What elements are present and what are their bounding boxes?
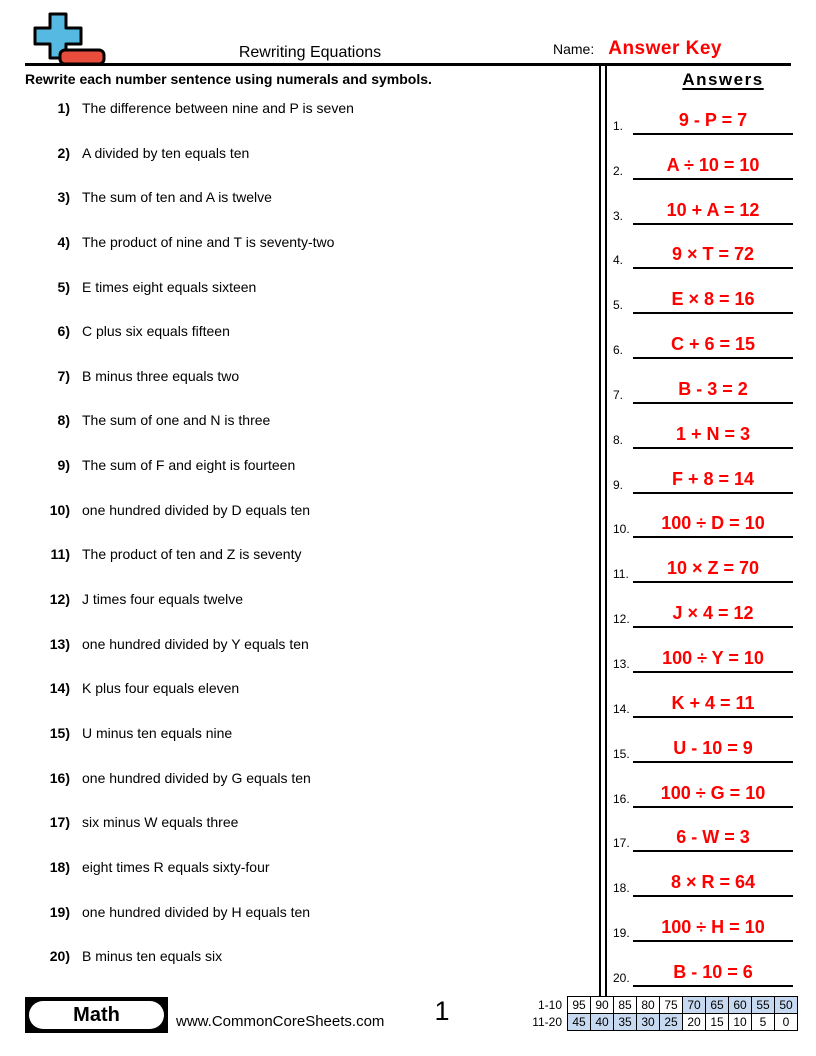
question-number: 13) <box>49 635 70 652</box>
answer-number: 15. <box>613 746 630 761</box>
name-value: Answer Key <box>608 38 723 59</box>
answer-text: A ÷ 10 = 10 <box>666 154 760 175</box>
question-number: 15) <box>49 724 70 741</box>
answer-text: 9 - P = 7 <box>678 109 748 130</box>
question-number: 18) <box>49 858 70 875</box>
question-number: 2) <box>57 144 70 161</box>
question-number: 4) <box>57 233 70 250</box>
score-cell: 25 <box>660 1014 683 1031</box>
answer-number: 11. <box>613 567 629 582</box>
answer-line <box>633 872 793 897</box>
answer-text: B - 10 = 6 <box>673 961 753 982</box>
question-number: 12) <box>49 591 70 608</box>
answer-row <box>607 944 793 989</box>
score-cell: 20 <box>683 1014 706 1031</box>
question-text: The sum of one and N is three <box>82 412 271 429</box>
score-cell: 75 <box>660 997 683 1014</box>
score-grid-row <box>524 997 798 1014</box>
subject-label: Math <box>29 1001 164 1029</box>
answer-line <box>633 738 793 763</box>
score-cell: 50 <box>775 997 798 1014</box>
answer-row <box>607 765 793 810</box>
score-cell: 35 <box>614 1014 637 1031</box>
question-row <box>25 224 591 269</box>
score-grid <box>524 996 798 1031</box>
question-row <box>25 938 591 983</box>
instructions: Rewrite each number sentence using numerals and symbols. <box>25 71 432 87</box>
question-number: 17) <box>49 814 70 831</box>
score-grid-row <box>524 1014 798 1031</box>
answer-line <box>633 155 793 180</box>
score-cell: 45 <box>568 1014 591 1031</box>
column-divider <box>599 66 607 996</box>
subject-badge <box>25 997 168 1033</box>
answer-line <box>633 917 793 942</box>
question-row <box>25 849 591 894</box>
question-text: U minus ten equals nine <box>82 724 233 741</box>
answer-number: 4. <box>613 253 624 268</box>
question-row <box>25 760 591 805</box>
answer-row <box>607 271 793 316</box>
score-cell: 15 <box>706 1014 729 1031</box>
question-number: 14) <box>49 680 70 697</box>
question-number: 6) <box>57 323 70 340</box>
answer-line <box>633 469 793 494</box>
question-row <box>25 402 591 447</box>
question-text: The difference between nine and P is seven <box>82 100 354 116</box>
score-cell: 80 <box>637 997 660 1014</box>
question-text: C plus six equals fifteen <box>82 323 230 340</box>
question-number: 9) <box>57 457 70 474</box>
question-text: B minus ten equals six <box>82 948 223 965</box>
score-range-label: 1-10 <box>537 998 562 1012</box>
question-row <box>25 715 591 760</box>
question-number: 11) <box>50 546 70 563</box>
question-text: six minus W equals three <box>82 814 239 831</box>
answer-row <box>607 854 793 899</box>
question-text: eight times R equals sixty-four <box>82 858 270 875</box>
answer-line <box>633 244 793 269</box>
question-row <box>25 804 591 849</box>
question-number: 20) <box>49 948 70 965</box>
name-label: Name: <box>553 41 595 57</box>
answer-row <box>607 720 793 765</box>
score-cell: 10 <box>729 1014 752 1031</box>
question-text: K plus four equals eleven <box>82 680 240 697</box>
answer-row <box>607 585 793 630</box>
answer-row <box>607 496 793 541</box>
name-row <box>553 38 722 60</box>
answer-row <box>607 137 793 182</box>
answer-number: 18. <box>613 881 630 896</box>
answer-row <box>607 92 793 137</box>
answer-number: 5. <box>613 298 624 313</box>
question-text: one hundred divided by D equals ten <box>82 501 311 518</box>
question-number: 8) <box>57 412 70 429</box>
answer-row <box>607 182 793 227</box>
answer-text: 1 + N = 3 <box>675 423 751 444</box>
answer-number: 14. <box>613 701 630 716</box>
answer-text: C + 6 = 15 <box>670 334 756 355</box>
question-number: 16) <box>49 769 70 786</box>
answer-row <box>607 227 793 272</box>
answers-heading: Answers <box>682 70 764 89</box>
question-row <box>25 581 591 626</box>
question-row <box>25 179 591 224</box>
answer-number: 16. <box>613 791 630 806</box>
answer-number: 9. <box>613 477 624 492</box>
worksheet-title: Rewriting Equations <box>238 44 382 61</box>
question-row <box>25 90 591 135</box>
answer-line <box>633 648 793 673</box>
score-cell: 90 <box>591 997 614 1014</box>
answer-number: 7. <box>613 387 624 402</box>
question-number: 3) <box>57 189 70 206</box>
answer-row <box>607 899 793 944</box>
answer-text: 100 ÷ H = 10 <box>661 917 765 938</box>
answer-text: B - 3 = 2 <box>678 378 748 399</box>
answer-text: J × 4 = 12 <box>672 603 754 624</box>
question-text: The sum of F and eight is fourteen <box>82 457 296 474</box>
answer-number: 6. <box>613 343 624 358</box>
answer-number: 20. <box>613 970 630 985</box>
answer-text: U - 10 = 9 <box>673 737 753 758</box>
answer-number: 12. <box>613 612 630 627</box>
question-number: 5) <box>57 278 70 295</box>
answer-number: 2. <box>613 163 624 178</box>
score-cell: 30 <box>637 1014 660 1031</box>
answer-row <box>607 406 793 451</box>
score-cell: 85 <box>614 997 637 1014</box>
question-row <box>25 358 591 403</box>
answer-line <box>633 783 793 808</box>
answer-text: K + 4 = 11 <box>671 692 755 713</box>
answer-line <box>633 379 793 404</box>
question-text: J times four equals twelve <box>82 591 244 608</box>
answer-number: 10. <box>613 522 630 537</box>
answer-number: 13. <box>613 656 630 671</box>
answer-row <box>607 540 793 585</box>
answer-text: F + 8 = 14 <box>671 468 755 489</box>
answer-number: 3. <box>613 208 624 223</box>
answer-line <box>633 424 793 449</box>
answer-line <box>633 693 793 718</box>
score-cell: 60 <box>729 997 752 1014</box>
answer-text: 9 × T = 72 <box>671 244 755 265</box>
answer-number: 8. <box>613 432 624 447</box>
question-text: B minus three equals two <box>82 367 240 384</box>
answer-text: 10 × Z = 70 <box>666 558 760 579</box>
answer-row <box>607 451 793 496</box>
question-row <box>25 492 591 537</box>
question-text: The product of ten and Z is seventy <box>82 546 302 563</box>
answer-line <box>633 558 793 583</box>
question-row <box>25 135 591 180</box>
score-cell: 0 <box>775 1014 798 1031</box>
answer-text: 10 + A = 12 <box>666 199 760 220</box>
question-row <box>25 447 591 492</box>
answer-row <box>607 630 793 675</box>
answer-text: 8 × R = 64 <box>670 872 756 893</box>
question-number: 7) <box>57 367 70 384</box>
question-number: 10) <box>49 501 70 518</box>
question-row <box>25 313 591 358</box>
score-cell: 55 <box>752 997 775 1014</box>
answer-line <box>633 603 793 628</box>
answer-row <box>607 675 793 720</box>
answer-text: E × 8 = 16 <box>671 289 755 310</box>
header-divider <box>25 63 791 66</box>
question-number: 19) <box>49 903 70 920</box>
answer-number: 19. <box>613 926 630 941</box>
question-row <box>25 269 591 314</box>
score-cell: 5 <box>752 1014 775 1031</box>
question-row <box>25 670 591 715</box>
answer-line <box>633 962 793 987</box>
answer-number: 17. <box>613 836 630 851</box>
answer-line <box>633 110 793 135</box>
answer-line <box>633 513 793 538</box>
score-cell: 65 <box>706 997 729 1014</box>
answer-line <box>633 334 793 359</box>
questions-column <box>25 90 591 983</box>
question-text: A divided by ten equals ten <box>82 144 250 161</box>
answer-text: 100 ÷ Y = 10 <box>662 647 764 668</box>
page-number: 1 <box>434 996 450 1026</box>
answer-text: 100 ÷ D = 10 <box>661 513 765 534</box>
score-cell: 95 <box>568 997 591 1014</box>
answer-row <box>607 361 793 406</box>
answer-row <box>607 316 793 361</box>
question-text: E times eight equals sixteen <box>82 278 257 295</box>
question-row <box>25 626 591 671</box>
answers-column <box>607 92 793 989</box>
question-text: The sum of ten and A is twelve <box>82 189 272 206</box>
answer-line <box>633 200 793 225</box>
score-range-label: 11-20 <box>532 1015 562 1029</box>
website-url: www.CommonCoreSheets.com <box>176 1013 385 1030</box>
question-text: one hundred divided by Y equals ten <box>82 635 309 652</box>
score-cell: 70 <box>683 997 706 1014</box>
answer-line <box>633 289 793 314</box>
question-text: The product of nine and T is seventy-two <box>82 233 335 250</box>
question-row <box>25 536 591 581</box>
answer-row <box>607 810 793 855</box>
question-number: 1) <box>57 100 70 116</box>
answer-text: 100 ÷ G = 10 <box>660 782 766 803</box>
question-text: one hundred divided by H equals ten <box>82 903 311 920</box>
answer-number: 1. <box>613 118 624 133</box>
score-cell: 40 <box>591 1014 614 1031</box>
question-row <box>25 894 591 939</box>
question-text: one hundred divided by G equals ten <box>82 769 311 786</box>
answer-line <box>633 827 793 852</box>
answer-text: 6 - W = 3 <box>676 827 750 848</box>
